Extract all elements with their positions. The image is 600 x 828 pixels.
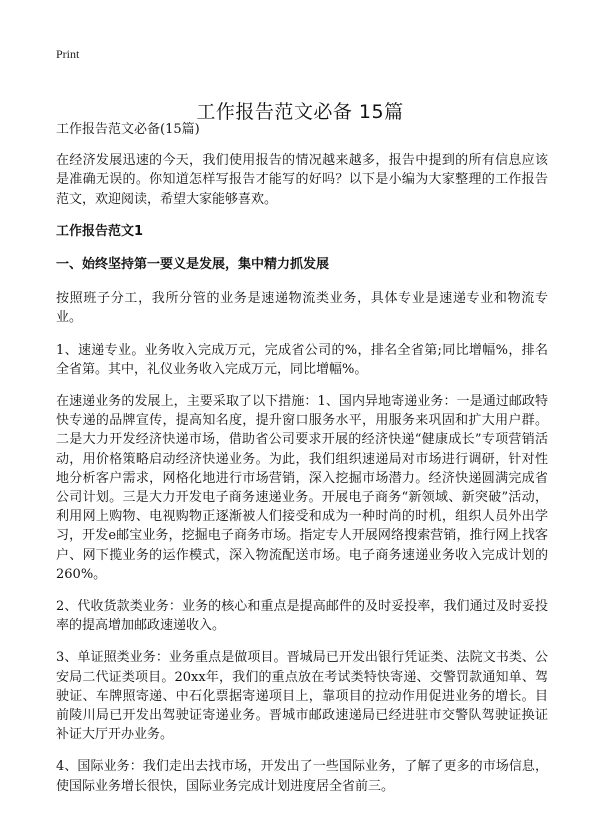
body-paragraph: 4、国际业务：我们走出去找市场，开发出了一些国际业务，了解了更多的市场信息，使国际业务增长很快，国际业务完成计划进度居全省前三。 [56, 759, 548, 794]
page-title: 工作报告范文必备 15篇 [196, 100, 404, 123]
section-heading: 工作报告范文1 [56, 223, 144, 239]
intro-paragraph: 在经济发展迅速的今天，我们使用报告的情况越来越多，报告中提到的所有信息应该是准确无误的。你知道怎样写报告才能写的好吗？以下是小编为大家整理的工作报告范文，欢迎阅读，希望大家能够喜欢。 [56, 153, 548, 207]
body-paragraph: 3、单证照类业务：业务重点是做项目。晋城局已开发出银行凭证类、法院文书类、公安局二代证类项目。20xx年，我们的重点放在考试类特快寄递、交警罚款通知单、驾驶证、车牌照寄递、中石化票据寄递项目上，靠项目的拉动作用促进业务的增长。目前陵川局已开发出驾驶证寄递业务。晋城市邮政速递局已经进驻市交警队驾驶证换证补证大厅开办业务。 [56, 650, 548, 743]
body-paragraph: 1、速递专业。业务收入完成万元，完成省公司的%，排名全省第;同比增幅%，排名全省第。其中，礼仪业务收入完成万元，同比增幅%。 [56, 342, 548, 377]
body-paragraph: 在速递业务的发展上，主要采取了以下措施：1、国内异地寄递业务：一是通过邮政特快专递的品牌宣传，提高知名度，提升窗口服务水平，用服务来巩固和扩大用户群。二是大力开发经济快递市场，借助省公司要求开展的经济快递“健康成长”专项营销活动，用价格策略启动经济快递业务。为此，我们组织速递局对市场进行调研，针对性地分析客户需求，网格化地进行市场营销，深入挖掘市场潜力。经济快递圆满完成省公司计划。三是大力开发电子商务速递业务。开展电子商务“新领域、新突破”活动，利用网上购物、电视购物正逐渐被人们接受和成为一种时尚的时机，组织人员外出学习，开发e邮宝业务，挖掘电子商务市场。指定专人开展网络搜索营销，推行网上找客户、网下揽业务的运作模式，深入物流配送市场。电子商务速递业务收入完成计划的260%。 [56, 394, 548, 582]
document-body [56, 120, 548, 809]
subsection-heading: 一、始终坚持第一要义是发展，集中精力抓发展 [56, 257, 330, 273]
body-paragraph: 2、代收货款类业务：业务的核心和重点是提高邮件的及时妥投率，我们通过及时妥投率的提高增加邮政速递收入。 [56, 599, 548, 634]
document-subtitle: 工作报告范文必备(15篇) [56, 122, 200, 137]
body-paragraph: 按照班子分工，我所分管的业务是速递物流类业务，具体专业是速递专业和物流专业。 [56, 291, 548, 326]
print-link[interactable]: Print [56, 47, 80, 61]
